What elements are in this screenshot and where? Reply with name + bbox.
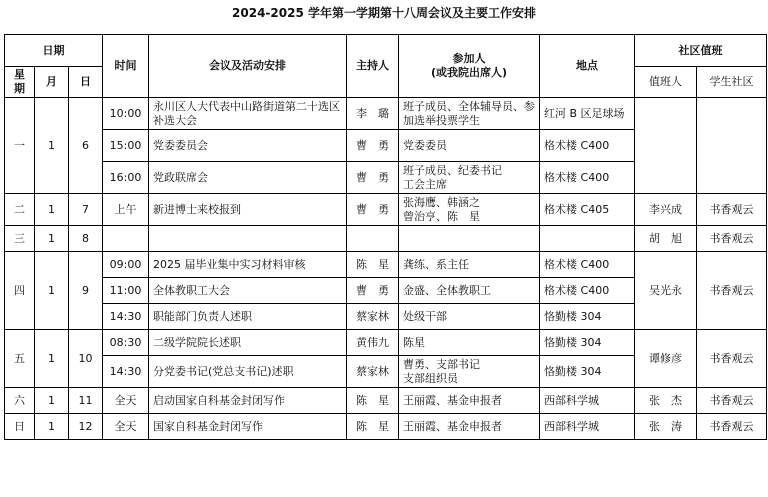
weekday-cell: 四 xyxy=(5,252,35,330)
agenda-cell: 二级学院院长述职 xyxy=(149,330,347,356)
attendees-cell xyxy=(399,226,540,252)
attendees-cell: 王丽霞、基金申报者 xyxy=(399,388,540,414)
time-cell xyxy=(103,226,149,252)
weekday-cell: 三 xyxy=(5,226,35,252)
month-cell: 1 xyxy=(35,330,69,388)
time-cell: 11:00 xyxy=(103,278,149,304)
attendees-cell: 党委委员 xyxy=(399,130,540,162)
location-cell: 西部科学城 xyxy=(540,388,635,414)
student-community-cell: 书香观云 xyxy=(697,330,767,388)
location-cell: 恪勤楼 304 xyxy=(540,356,635,388)
agenda-cell xyxy=(149,226,347,252)
table-row xyxy=(5,98,767,130)
table-row xyxy=(5,414,767,440)
day-cell: 12 xyxy=(69,414,103,440)
host-cell: 陈 星 xyxy=(347,252,399,278)
attendees-cell: 曹勇、支部书记 支部组织员 xyxy=(399,356,540,388)
attendees-cell: 班子成员、纪委书记 工会主席 xyxy=(399,162,540,194)
weekday-cell: 五 xyxy=(5,330,35,388)
header-attendees: 参加人 (或我院出席人) xyxy=(399,35,540,98)
table-row xyxy=(5,388,767,414)
location-cell: 红河 B 区足球场 xyxy=(540,98,635,130)
table-row xyxy=(5,330,767,356)
header-time: 时间 xyxy=(103,35,149,98)
agenda-cell: 启动国家自科基金封闭写作 xyxy=(149,388,347,414)
agenda-cell: 全体教职工大会 xyxy=(149,278,347,304)
host-cell: 曹 勇 xyxy=(347,278,399,304)
month-cell: 1 xyxy=(35,226,69,252)
weekday-cell: 二 xyxy=(5,194,35,226)
header-weekday: 星 期 xyxy=(5,67,35,98)
attendees-cell: 龚练、系主任 xyxy=(399,252,540,278)
time-cell: 全天 xyxy=(103,414,149,440)
student-community-cell: 书香观云 xyxy=(697,414,767,440)
time-cell: 10:00 xyxy=(103,98,149,130)
agenda-cell: 职能部门负责人述职 xyxy=(149,304,347,330)
header-agenda: 会议及活动安排 xyxy=(149,35,347,98)
time-cell: 14:30 xyxy=(103,356,149,388)
location-cell xyxy=(540,226,635,252)
duty-person-cell: 胡 旭 xyxy=(635,226,697,252)
agenda-cell: 分党委书记(党总支书记)述职 xyxy=(149,356,347,388)
duty-person-cell: 张 涛 xyxy=(635,414,697,440)
month-cell: 1 xyxy=(35,252,69,330)
header-month: 月 xyxy=(35,67,69,98)
location-cell: 恪勤楼 304 xyxy=(540,330,635,356)
agenda-cell: 党委委员会 xyxy=(149,130,347,162)
time-cell: 全天 xyxy=(103,388,149,414)
duty-person-cell: 吴光永 xyxy=(635,252,697,330)
attendees-cell: 陈星 xyxy=(399,330,540,356)
host-cell: 曹 勇 xyxy=(347,194,399,226)
host-cell: 蔡家林 xyxy=(347,304,399,330)
attendees-cell: 班子成员、全体辅导员、参加选举投票学生 xyxy=(399,98,540,130)
host-cell: 陈 星 xyxy=(347,414,399,440)
weekday-cell: 日 xyxy=(5,414,35,440)
time-cell: 08:30 xyxy=(103,330,149,356)
attendees-cell: 处级干部 xyxy=(399,304,540,330)
day-cell: 11 xyxy=(69,388,103,414)
student-community-cell xyxy=(697,98,767,194)
weekday-cell: 一 xyxy=(5,98,35,194)
host-cell: 李 璐 xyxy=(347,98,399,130)
time-cell: 14:30 xyxy=(103,304,149,330)
location-cell: 西部科学城 xyxy=(540,414,635,440)
host-cell: 黄伟九 xyxy=(347,330,399,356)
page-title: 2024-2025 学年第一学期第十八周会议及主要工作安排 xyxy=(232,6,536,20)
month-cell: 1 xyxy=(35,388,69,414)
day-cell: 10 xyxy=(69,330,103,388)
day-cell: 8 xyxy=(69,226,103,252)
schedule-table xyxy=(4,34,767,440)
location-cell: 恪勤楼 304 xyxy=(540,304,635,330)
table-row xyxy=(5,226,767,252)
location-cell: 格术楼 C400 xyxy=(540,130,635,162)
day-cell: 9 xyxy=(69,252,103,330)
day-cell: 7 xyxy=(69,194,103,226)
header-location: 地点 xyxy=(540,35,635,98)
header-community: 社区值班 xyxy=(635,35,767,67)
header-day: 日 xyxy=(69,67,103,98)
location-cell: 格术楼 C405 xyxy=(540,194,635,226)
location-cell: 格术楼 C400 xyxy=(540,162,635,194)
table-row xyxy=(5,194,767,226)
time-cell: 16:00 xyxy=(103,162,149,194)
student-community-cell: 书香观云 xyxy=(697,194,767,226)
duty-person-cell: 李兴成 xyxy=(635,194,697,226)
time-cell: 09:00 xyxy=(103,252,149,278)
location-cell: 格术楼 C400 xyxy=(540,252,635,278)
attendees-cell: 金盛、全体教职工 xyxy=(399,278,540,304)
agenda-cell: 2025 届毕业集中实习材料审核 xyxy=(149,252,347,278)
header-duty-person: 值班人 xyxy=(635,67,697,98)
host-cell: 曹 勇 xyxy=(347,130,399,162)
duty-person-cell: 张 杰 xyxy=(635,388,697,414)
student-community-cell: 书香观云 xyxy=(697,252,767,330)
table-row xyxy=(5,252,767,278)
time-cell: 上午 xyxy=(103,194,149,226)
host-cell xyxy=(347,226,399,252)
agenda-cell: 国家自科基金封闭写作 xyxy=(149,414,347,440)
month-cell: 1 xyxy=(35,414,69,440)
day-cell: 6 xyxy=(69,98,103,194)
student-community-cell: 书香观云 xyxy=(697,226,767,252)
agenda-cell: 党政联席会 xyxy=(149,162,347,194)
header-host: 主持人 xyxy=(347,35,399,98)
duty-person-cell xyxy=(635,98,697,194)
attendees-cell: 张海鹰、韩涵之 曾治亨、陈 星 xyxy=(399,194,540,226)
weekday-cell: 六 xyxy=(5,388,35,414)
duty-person-cell: 谭修彦 xyxy=(635,330,697,388)
header-student-community: 学生社区 xyxy=(697,67,767,98)
month-cell: 1 xyxy=(35,98,69,194)
month-cell: 1 xyxy=(35,194,69,226)
host-cell: 蔡家林 xyxy=(347,356,399,388)
agenda-cell: 新进博士来校报到 xyxy=(149,194,347,226)
attendees-cell: 王丽霞、基金申报者 xyxy=(399,414,540,440)
time-cell: 15:00 xyxy=(103,130,149,162)
host-cell: 曹 勇 xyxy=(347,162,399,194)
agenda-cell: 永川区人大代表中山路街道第二十选区补选大会 xyxy=(149,98,347,130)
host-cell: 陈 星 xyxy=(347,388,399,414)
location-cell: 格术楼 C400 xyxy=(540,278,635,304)
header-date: 日期 xyxy=(5,35,103,67)
student-community-cell: 书香观云 xyxy=(697,388,767,414)
